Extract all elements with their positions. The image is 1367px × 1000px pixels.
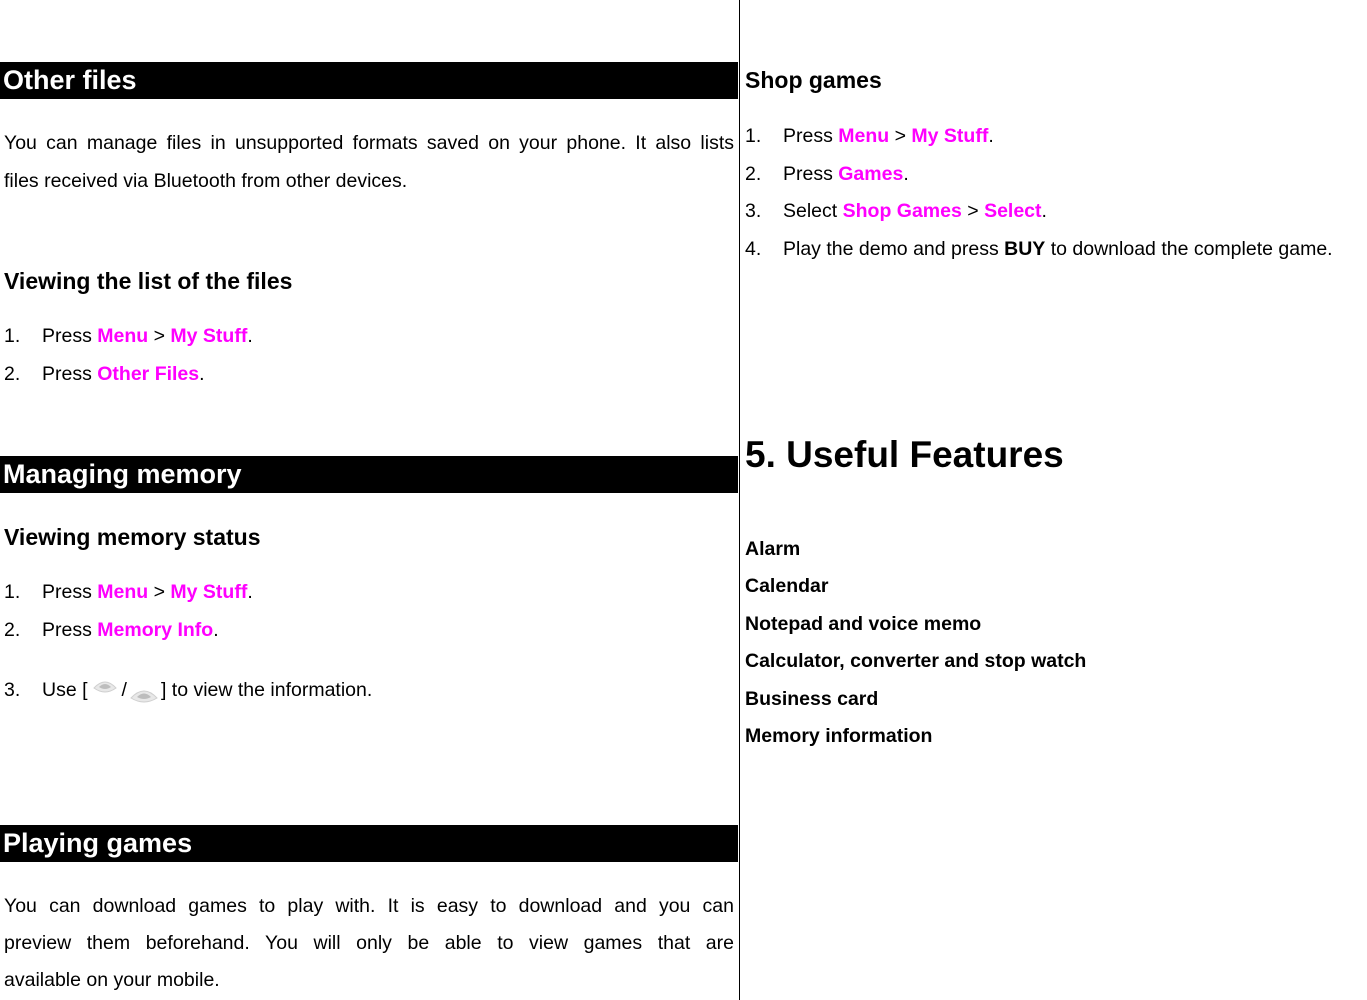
subheading-shop-games: Shop games [745, 67, 882, 93]
column-divider [739, 0, 740, 1000]
games-intro-line-2: preview them beforehand. You will only be able to view games that are [4, 932, 734, 954]
section-bar-other-files: Other files [0, 62, 738, 99]
games-intro-line-3: available on your mobile. [4, 969, 220, 991]
section-bar-playing-games: Playing games [0, 825, 738, 862]
other-files-keyword: Other Files [97, 363, 200, 385]
nav-up-icon [88, 676, 122, 706]
memory-step-2: 2. Press Memory Info. [4, 619, 219, 641]
other-files-step-1: 1. Press Menu > My Stuff. [4, 325, 253, 347]
menu-keyword: Menu [97, 325, 149, 347]
my-stuff-keyword: My Stuff [170, 581, 248, 603]
other-files-intro-line-2: files received via Bluetooth from other devices. [4, 170, 408, 192]
other-files-step-2: 2. Press Other Files. [4, 363, 205, 385]
section-bar-managing-memory: Managing memory [0, 456, 738, 493]
menu-keyword: Menu [97, 581, 149, 603]
shop-step-4: 4. Play the demo and press BUY to download the complete game. [745, 238, 1333, 260]
shop-step-2: 2. Press Games. [745, 163, 909, 185]
feature-item-notepad: Notepad and voice memo [745, 613, 982, 635]
my-stuff-keyword: My Stuff [911, 125, 989, 147]
my-stuff-keyword: My Stuff [170, 325, 248, 347]
shop-step-3: 3. Select Shop Games > Select. [745, 200, 1047, 222]
memory-step-3: 3. Use [ / ] to view the information. [4, 676, 372, 706]
shop-games-keyword: Shop Games [842, 200, 962, 222]
buy-keyword: BUY [1004, 238, 1046, 260]
subheading-memory-status: Viewing memory status [4, 524, 261, 550]
games-keyword: Games [838, 163, 904, 185]
shop-step-1: 1. Press Menu > My Stuff. [745, 125, 994, 147]
chapter-title: 5. Useful Features [745, 434, 1064, 475]
feature-item-calculator: Calculator, converter and stop watch [745, 650, 1087, 672]
memory-info-keyword: Memory Info [97, 619, 214, 641]
nav-down-icon [127, 676, 161, 706]
feature-item-memory-information: Memory information [745, 725, 933, 747]
feature-item-alarm: Alarm [745, 538, 801, 560]
games-intro-line-1: You can download games to play with. It is easy to download and you can [4, 895, 734, 917]
feature-item-business-card: Business card [745, 688, 879, 710]
subheading-viewing-files: Viewing the list of the files [4, 268, 293, 294]
select-keyword: Select [984, 200, 1042, 222]
feature-item-calendar: Calendar [745, 575, 829, 597]
memory-step-1: 1. Press Menu > My Stuff. [4, 581, 253, 603]
menu-keyword: Menu [838, 125, 890, 147]
other-files-intro-line-1: You can manage files in unsupported formats saved on your phone. It also lists [4, 132, 734, 154]
